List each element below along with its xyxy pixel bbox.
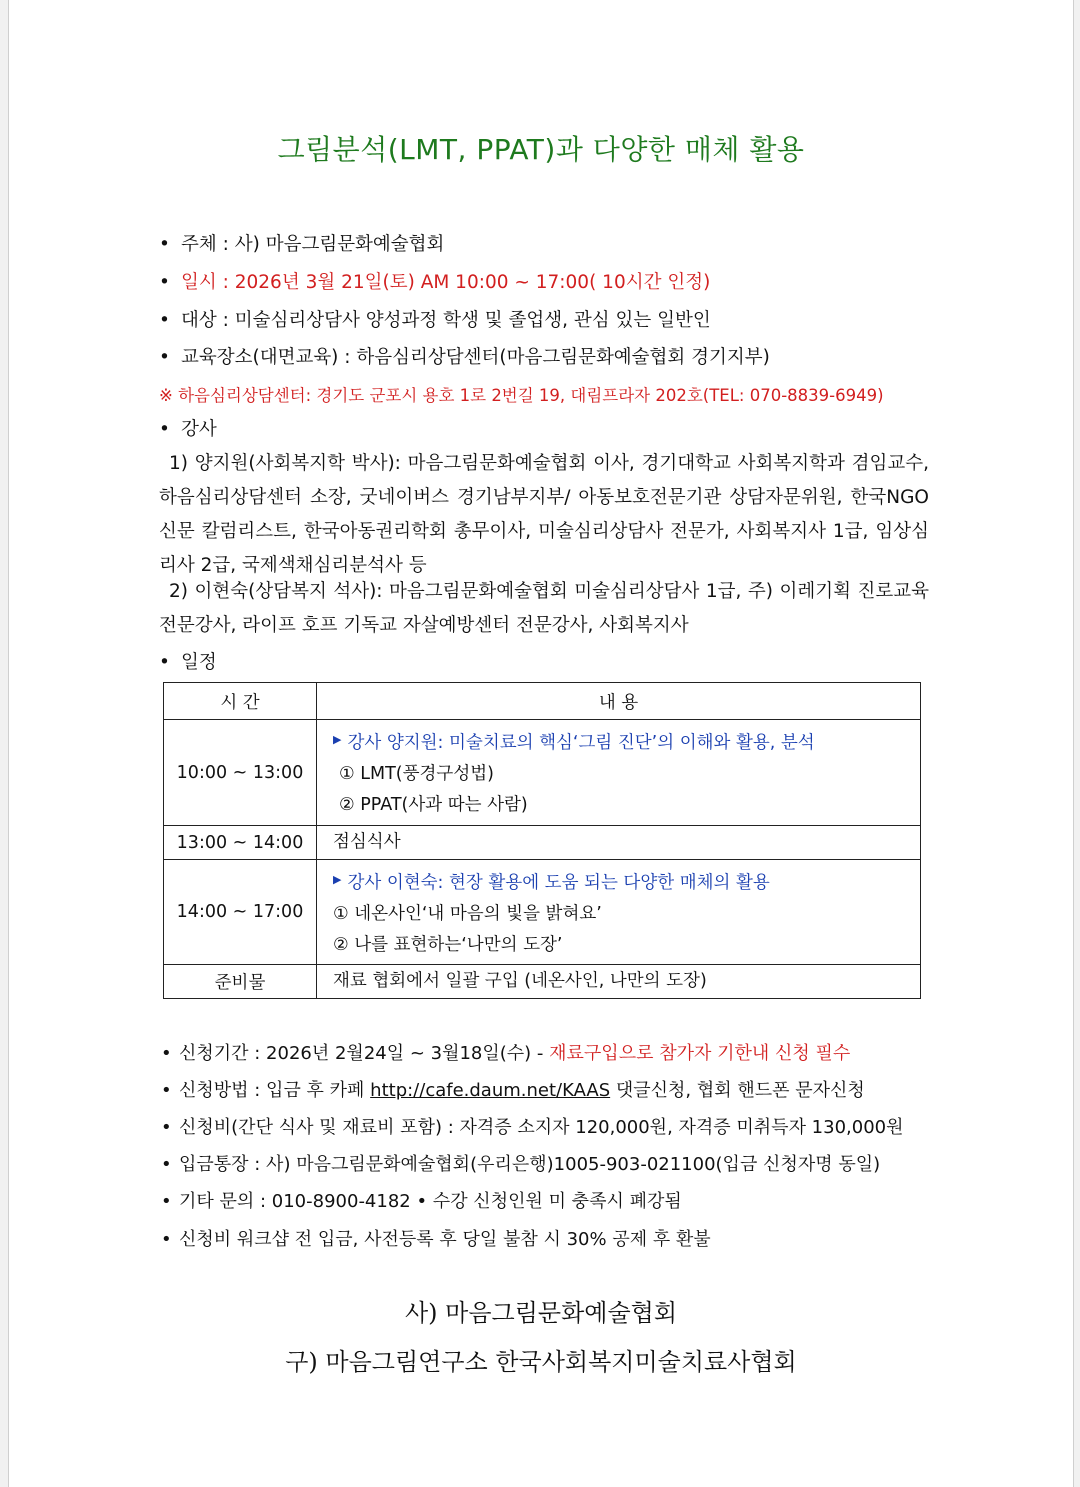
period-emphasis: 재료구입으로 참가자 기한내 신청 필수 xyxy=(549,1043,851,1064)
row1-content xyxy=(317,720,921,826)
schedule-table xyxy=(163,682,921,999)
target-text: 대상 : 미술심리상담사 양성과정 학생 및 졸업생, 관심 있는 일반인 xyxy=(181,310,711,331)
row3-content xyxy=(317,860,921,965)
info-venue xyxy=(159,343,929,369)
row3-time: 14:00 ~ 17:00 xyxy=(164,860,317,965)
bullet-icon: • xyxy=(159,272,170,293)
bullet-icon: • xyxy=(161,1117,172,1138)
info-host xyxy=(159,230,929,256)
row2-content: 점심식사 xyxy=(317,826,921,860)
method-suffix: 댓글신청, 협회 핸드폰 문자신청 xyxy=(610,1080,865,1101)
bullet-icon: • xyxy=(159,310,170,331)
row1-item-1: ① LMT(풍경구성법) xyxy=(339,764,494,784)
row4-content: 재료 협회에서 일괄 구입 (네온사인, 나만의 도장) xyxy=(317,965,921,999)
reg-method xyxy=(161,1076,941,1102)
document-page xyxy=(8,0,1074,1487)
row3-item-1: ① 네온사인‘내 마음의 빛을 밝혀요’ xyxy=(333,903,602,924)
venue-text: 교육장소(대면교육) : 하음심리상담센터(마음그림문화예술협회 경기지부) xyxy=(181,347,770,368)
page-title: 그림분석(LMT, PPAT)과 다양한 매체 활용 xyxy=(277,133,805,166)
play-marker-icon: ▶ xyxy=(333,872,342,886)
row3-item-2: ② 나를 표현하는‘나만의 도장’ xyxy=(333,934,563,955)
footer-org: 사) 마음그림문화예술협회 xyxy=(404,1299,677,1327)
bullet-icon: • xyxy=(159,347,170,368)
row1-time: 10:00 ~ 13:00 xyxy=(164,720,317,826)
row2-time: 13:00 ~ 14:00 xyxy=(164,826,317,860)
row1-item-2: ② PPAT(사과 따는 사람) xyxy=(339,795,528,815)
table-row xyxy=(164,860,921,965)
host-text: 주체 : 사) 마음그림문화예술협회 xyxy=(181,234,445,255)
table-header-row xyxy=(164,683,921,720)
cafe-link[interactable]: http://cafe.daum.net/KAAS xyxy=(370,1080,611,1101)
contact-text: 기타 문의 : 010-8900-4182 • 수강 신청인원 미 충족시 폐강됨 xyxy=(179,1191,682,1212)
reg-contact xyxy=(161,1187,941,1213)
row1-title-line xyxy=(333,724,920,759)
row3-title-line xyxy=(333,864,920,899)
schedule-label: 일정 xyxy=(181,652,217,673)
info-instructors xyxy=(159,415,929,441)
reg-fee xyxy=(161,1113,941,1139)
method-text: 신청방법 : 입금 후 카페 xyxy=(179,1080,371,1101)
footer-former: 구) 마음그림연구소 한국사회복지미술치료사협회 xyxy=(285,1348,797,1376)
info-target xyxy=(159,306,929,332)
play-marker-icon: ▶ xyxy=(333,733,342,746)
refund-text: 신청비 워크샵 전 입금, 사전등록 후 당일 불참 시 30% 공제 후 환불 xyxy=(179,1229,711,1250)
bullet-icon: • xyxy=(161,1191,172,1212)
reg-account xyxy=(161,1150,941,1176)
bullet-icon: • xyxy=(159,234,170,255)
bullet-icon: • xyxy=(159,419,170,440)
fee-text: 신청비(간단 식사 및 재료비 포함) : 자격증 소지자 120,000원, 자격증 미취득자 130,000원 xyxy=(179,1117,904,1138)
bullet-icon: • xyxy=(161,1080,172,1101)
instructor-2: 2) 이현숙(상담복지 석사): 마음그림문화예술협회 미술심리상담사 1급, 주) 이레기획 진로교육 전문강사, 라이프 호프 기독교 자살예방센터 전문강사, 사회복지사 xyxy=(159,581,929,636)
bullet-icon: • xyxy=(161,1154,172,1175)
reg-period xyxy=(161,1039,941,1065)
account-text: 입금통장 : 사) 마음그림문화예술협회(우리은행)1005-903-021100(입금 신청자명 동일) xyxy=(179,1154,881,1175)
reg-refund xyxy=(161,1225,941,1251)
table-row xyxy=(164,965,921,999)
info-datetime xyxy=(159,268,929,294)
header-content: 내 용 xyxy=(317,683,921,720)
venue-note: ※ 하음심리상담센터: 경기도 군포시 용호 1로 2번길 19, 대림프라자 202호(TEL: 070-8839-6949) xyxy=(159,386,884,405)
period-text: 신청기간 : 2026년 2월24일 ~ 3월18일(수) - xyxy=(179,1043,550,1064)
row3-title: 강사 이현숙: 현장 활용에 도움 되는 다양한 매체의 활용 xyxy=(347,872,770,893)
bullet-icon: • xyxy=(161,1229,172,1250)
row1-title: 강사 양지원: 미술치료의 핵심‘그림 진단’의 이해와 활용, 분석 xyxy=(347,733,815,753)
info-schedule xyxy=(159,648,929,674)
bullet-icon: • xyxy=(159,652,170,673)
table-row xyxy=(164,826,921,860)
datetime-text: 일시 : 2026년 3월 21일(토) AM 10:00 ~ 17:00( 10시간 인정) xyxy=(181,272,711,293)
bullet-icon: • xyxy=(161,1043,172,1064)
header-time: 시 간 xyxy=(164,683,317,720)
instructor-1: 1) 양지원(사회복지학 박사): 마음그림문화예술협회 이사, 경기대학교 사회복지학과 겸임교수, 하음심리상담센터 소장, 굿네이버스 경기남부지부/ 아동보호전문기관 상담자문위원, 한국NGO신문 칼럼리스트, 한국아동권리학회 총무이사, 미술심리상담사 전문가, 사회복지사 1급, 임상심리사 2급, 국제색채심리분석사 등 xyxy=(159,453,929,576)
table-row xyxy=(164,720,921,826)
instructors-label: 강사 xyxy=(181,419,217,440)
row4-label: 준비물 xyxy=(164,965,317,999)
